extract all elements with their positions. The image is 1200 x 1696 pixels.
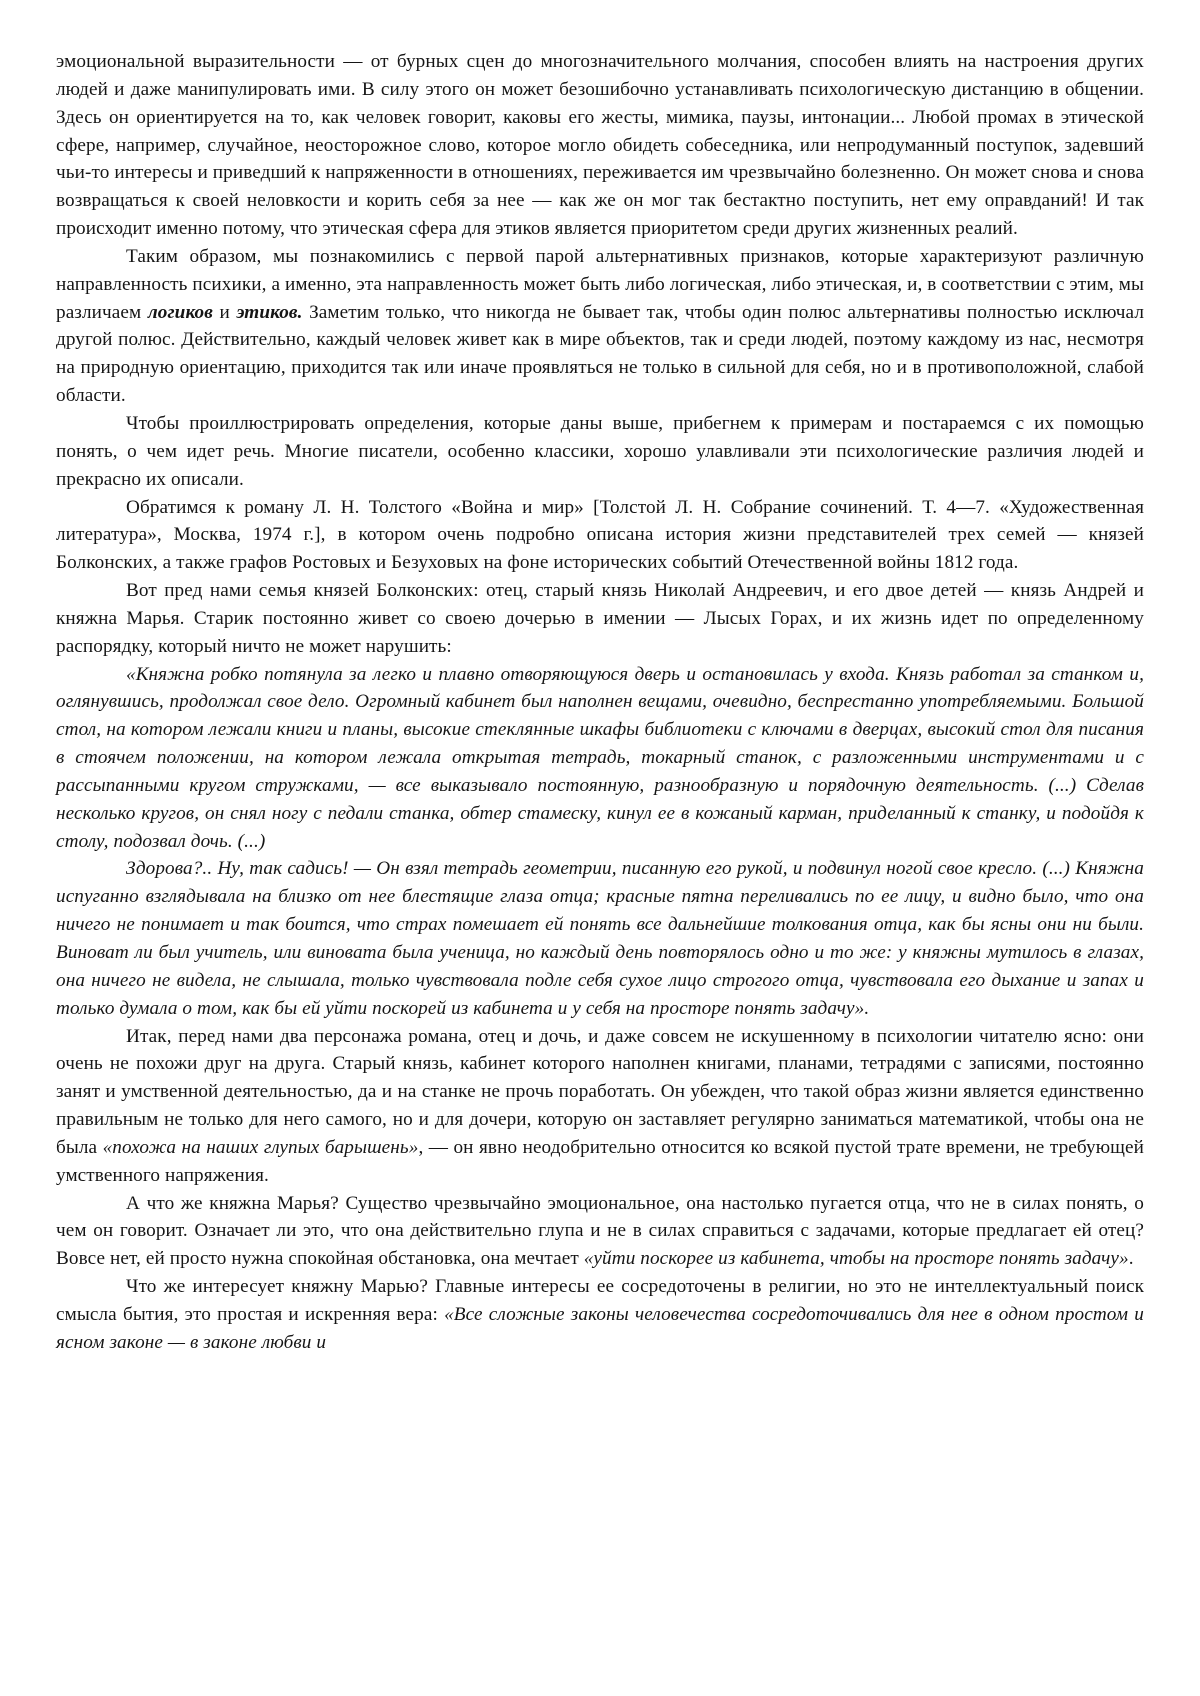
paragraph-10 <box>56 1273 1144 1357</box>
inline-quote: «Все сложные законы человечества сосредоточивались для нее в одном простом и ясном законе — в законе любви и <box>56 1303 1144 1353</box>
paragraph-8 <box>56 1023 1144 1190</box>
text-span: Вот пред нами семья князей Болконских: отец, старый князь Николай Андреевич, и его двое детей — князь Андрей и княжна Марья. Старик постоянно живет со своею дочерью в имении — Лысых Горах, и их жизнь идет по определенному распорядку, который ничто не может нарушить: <box>56 580 1144 657</box>
paragraph-1 <box>56 48 1144 243</box>
quote-paragraph-2 <box>56 855 1144 1022</box>
text-span: Что же интересует княжну Марью? Главные интересы ее сосредоточены в религии, но это не интеллектуальный поиск смысла бытия, это простая и искренняя вера: <box>56 1276 1144 1325</box>
term-ethicists: этиков. <box>236 301 303 323</box>
text-span: . <box>1128 1248 1134 1270</box>
quote-text: «Княжна робко потянула за легко и плавно отворяющуюся дверь и остановилась у входа. Князь работал за станком и, оглянувшись, продолжал свое дело. Огромный кабинет был наполнен вещами, очевидно, беспрестанно употребляемыми. Большой стол, на котором лежали книги и планы, высокие стеклянные шкафы библиотеки с ключами в дверцах, высокий стол для писания в стоячем положении, на котором лежала открытая тетрадь, токарный станок, с разложенными инструментами и с рассыпанными кругом стружками, — все выказывало постоянную, разнообразную и порядочную деятельность. (...) Сделав несколько кругов, он снял ногу с педали станка, обтер стамеску, кинул ее в кожаный карман, приделанный к станку, и подойдя к столу, подозвал дочь. (...) <box>56 663 1144 852</box>
paragraph-4 <box>56 494 1144 578</box>
text-span: А что же княжна Марья? Существо чрезвычайно эмоциональное, она настолько пугается отца, что не в силах понять, о чем он говорит. Означает ли это, что она действительно глупа и не в силах справиться с задачами, которые предлагает ей отец? Вовсе нет, ей просто нужна спокойная обстановка, она мечтает <box>56 1192 1144 1270</box>
text-span: Итак, перед нами два персонажа романа, отец и дочь, и даже совсем не искушенному в психологии читателю ясно: они очень не похожи друг на друга. Старый князь, кабинет которого наполнен книгами, планами, тетрадями с записями, постоянно занят и умственной деятельностью, да и на станке не прочь поработать. Он убежден, что такой образ жизни является единственно правильным не только для него самого, но и для дочери, которую он заставляет регулярно заниматься математикой, чтобы она не была <box>56 1025 1144 1158</box>
term-logicians: логиков <box>147 301 213 323</box>
paragraph-3 <box>56 410 1144 494</box>
paragraph-9 <box>56 1190 1144 1274</box>
paragraph-5 <box>56 577 1144 661</box>
quote-text: Здорова?.. Ну, так садись! — Он взял тетрадь геометрии, писанную его рукой, и подвинул ногой свое кресло. (...) Княжна испуганно взглядывала на близко от нее блестящие глаза отца; красные пятна переливались по ее лицу, и видно было, что она ничего не понимает и так боится, что страх помешает ей понять все дальнейшие толкования отца, как бы ясны они ни были. Виноват ли был учитель, или виновата была ученица, но каждый день повторялось одно и то же: у княжны мутилось в глазах, она ничего не видела, не слышала, только чувствовала подле себя сухое лицо строгого отца, чувствовала его дыхание и запах и только думала о том, как бы ей уйти поскорей из кабинета и у себя на просторе понять задачу». <box>56 858 1144 1019</box>
text-span: эмоциональной выразительности — от бурных сцен до многозначительного молчания, способен влиять на настроения других людей и даже манипулировать ими. В силу этого он может безошибочно устанавливать психологическую дистанцию в общении. Здесь он ориентируется на то, как человек говорит, каковы его жесты, мимика, паузы, интонации... Любой промах в этической сфере, например, случайное, неосторожное слово, которое могло обидеть собеседника, или непродуманный поступок, задевший чьи-то интересы и приведший к напряженности в отношениях, переживается им чрезвычайно болезненно. Он может снова и снова возвращаться к своей неловкости и корить себя за нее — как же он мог так бестактно поступить, нет ему оправданий! И так происходит именно потому, что этическая сфера для этиков является приоритетом среди других жизненных реалий. <box>56 51 1144 240</box>
inline-quote: «похожа на наших глупых барышень» <box>102 1136 419 1158</box>
text-span: Чтобы проиллюстрировать определения, которые даны выше, прибегнем к примерам и постараемся с их помощью понять, о чем идет речь. Многие писатели, особенно классики, хорошо улавливали эти психологические различия людей и прекрасно их описали. <box>56 412 1144 490</box>
text-span: Обратимся к роману Л. Н. Толстого «Война и мир» [Толстой Л. Н. Собрание сочинений. Т. 4—7. «Художественная литература», Москва, 1974 г.], в котором очень подробно описана история жизни представителей трех семей — князей Болконских, а также графов Ростовых и Безуховых на фоне исторических событий Отечественной войны 1812 года. <box>56 496 1144 574</box>
quote-paragraph-1 <box>56 661 1144 856</box>
paragraph-2 <box>56 243 1144 410</box>
text-span: и <box>212 301 237 323</box>
text-span: Заметим только, что никогда не бывает так, чтобы один полюс альтернативы полностью исключал другой полюс. Действительно, каждый человек живет как в мире объектов, так и среди людей, поэтому каждому из нас, несмотря на природную ориентацию, приходится так или иначе проявляться не только в сильной для себя, но и в противоположной, слабой области. <box>56 301 1145 407</box>
text-span: Таким образом, мы познакомились с первой парой альтернативных признаков, которые характеризуют различную направленность психики, а именно, эта направленность может быть либо логическая, либо этическая, и, в соответствии с этим, мы различаем <box>56 245 1144 323</box>
text-span: , — он явно неодобрительно относится ко всякой пустой трате времени, не требующей умственного напряжения. <box>56 1136 1144 1186</box>
inline-quote: «уйти поскорее из кабинета, чтобы на просторе понять задачу» <box>583 1248 1129 1270</box>
